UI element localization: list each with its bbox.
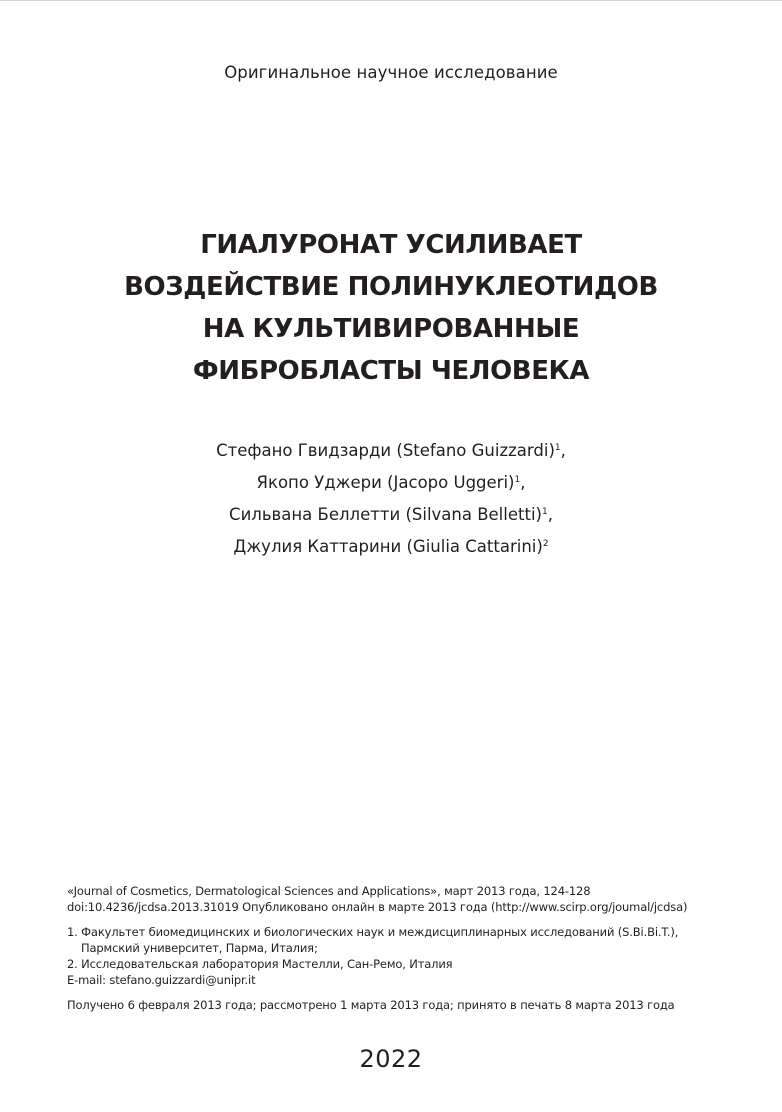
article-title	[60, 224, 722, 392]
article-title-line: ФИБРОБЛАСТЫ ЧЕЛОВЕКА	[192, 356, 590, 386]
affiliation-marker: 1	[514, 475, 521, 485]
author-entry	[0, 499, 782, 531]
corresponding-email: E-mail: stefano.guizzardi@unipr.it	[67, 973, 256, 987]
author-list	[0, 435, 782, 563]
publication-dates: Получено 6 февраля 2013 года; рассмотрено 1 марта 2013 года; принято в печать 8 марта 2013 года	[67, 998, 675, 1012]
author-name: Сильвана Беллетти (Silvana Belletti)	[229, 505, 542, 524]
article-title-line: НА КУЛЬТИВИРОВАННЫЕ	[202, 314, 580, 344]
affiliation-1-continued: Пармский университет, Парма, Италия;	[81, 941, 318, 955]
article-footnotes	[67, 883, 747, 1013]
author-entry	[0, 435, 782, 467]
author-name: Стефано Гвидзарди (Stefano Guizzardi)	[216, 441, 555, 460]
affiliation-marker: 2	[542, 539, 549, 549]
author-entry	[0, 467, 782, 499]
page-year: 2022	[359, 1045, 423, 1073]
author-name: Якопо Уджери (Jacopo Uggeri)	[256, 473, 515, 492]
article-title-line: ВОЗДЕЙСТВИЕ ПОЛИНУКЛЕОТИДОВ	[124, 272, 658, 302]
affiliation-2: 2. Исследовательская лаборатория Мастелли, Сан-Ремо, Италия	[67, 957, 453, 971]
affiliation-marker: 1	[541, 507, 548, 517]
journal-citation: «Journal of Cosmetics, Dermatological Sciences and Applications», март 2013 года, 124-128	[67, 884, 591, 898]
affiliation-1: 1. Факультет биомедицинских и биологических наук и междисциплинарных исследований (S.Bi.Bi.T.),	[67, 925, 679, 939]
author-separator: ,	[520, 473, 526, 492]
doi-line: doi:10.4236/jcdsa.2013.31019 Опубликовано онлайн в марте 2013 года (http://www.scirp.org/joumal/jcdsa)	[67, 900, 688, 914]
article-type-label: Оригинальное научное исследование	[224, 63, 558, 82]
author-separator: ,	[547, 505, 553, 524]
article-title-line: ГИАЛУРОНАТ УСИЛИВАЕТ	[200, 230, 582, 260]
author-name: Джулия Каттарини (Giulia Cattarini)	[233, 537, 543, 556]
author-entry	[0, 531, 782, 563]
page-top-border	[0, 0, 782, 1]
author-separator: ,	[560, 441, 566, 460]
affiliation-marker: 1	[554, 443, 561, 453]
